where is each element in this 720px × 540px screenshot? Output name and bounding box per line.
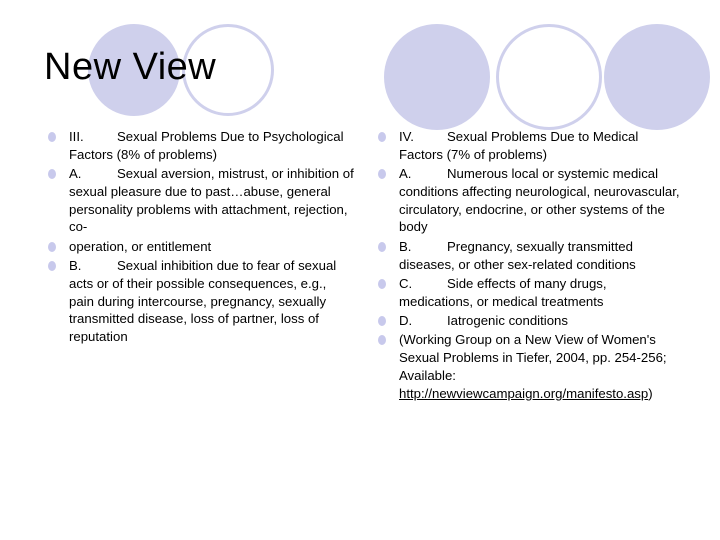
right-bullet-list (378, 128, 680, 404)
citation-text: (Working Group on a New View of Women's Sexual Problems in Tiefer, 2004, pp. 254-256; Available: (399, 332, 667, 383)
bullet-icon (378, 279, 386, 289)
item-text: Pregnancy, sexually transmitted diseases, or other sex-related conditions (399, 238, 636, 272)
item-text: operation, or entitlement (69, 238, 212, 254)
item-number: III. (69, 129, 84, 144)
decor-circle-5 (604, 24, 710, 130)
list-item (378, 165, 680, 236)
item-text: Sexual inhibition due to fear of sexual acts or of their possible consequences, e.g., pain during intercourse, pregnancy, sexually transmitted disease, loss of partner, loss of reputation (69, 258, 337, 345)
item-number: D. (399, 312, 413, 328)
list-item (378, 238, 680, 274)
item-text: Sexual aversion, mistrust, or inhibition of sexual pleasure due to past…abuse, general personality problems with attachment, rejection, co- (69, 166, 354, 235)
item-text: Side effects of many drugs, medications, or medical treatments (399, 275, 607, 309)
item-number: IV. (399, 129, 414, 144)
item-number: C. (399, 275, 413, 291)
manifesto-link[interactable]: http://newviewcampaign.org/manifesto.asp (399, 385, 649, 401)
left-bullet-list (48, 128, 354, 348)
list-item (48, 257, 354, 346)
item-text: Sexual Problems Due to Psychological Factors (8% of problems) (69, 129, 344, 162)
citation-close: ) (648, 385, 653, 401)
decor-circle-3 (384, 24, 490, 130)
item-number: B. (399, 238, 412, 254)
list-item (48, 238, 354, 256)
bullet-icon (378, 132, 386, 142)
slide-title: New View (44, 46, 217, 88)
list-item (48, 128, 354, 164)
list-item (378, 275, 680, 311)
item-number: A. (69, 166, 82, 182)
item-text: Sexual Problems Due to Medical Factors (7% of problems) (399, 129, 639, 162)
bullet-icon (48, 261, 56, 271)
item-text: Iatrogenic conditions (447, 312, 568, 328)
item-text: Numerous local or systemic medical conditions affecting neurological, neurovascular, circulatory, endocrine, or other systems of the body (399, 166, 680, 235)
bullet-icon (378, 316, 386, 326)
decor-circle-4 (496, 24, 602, 130)
item-number: A. (399, 166, 412, 182)
bullet-icon (48, 132, 56, 142)
bullet-icon (48, 242, 56, 252)
bullet-icon (378, 242, 386, 252)
citation-item (378, 331, 680, 402)
list-item (48, 165, 354, 236)
bullet-icon (378, 169, 386, 179)
item-number: B. (69, 258, 82, 274)
bullet-icon (48, 169, 56, 179)
list-item (378, 128, 680, 164)
bullet-icon (378, 335, 386, 345)
list-item (378, 312, 680, 330)
